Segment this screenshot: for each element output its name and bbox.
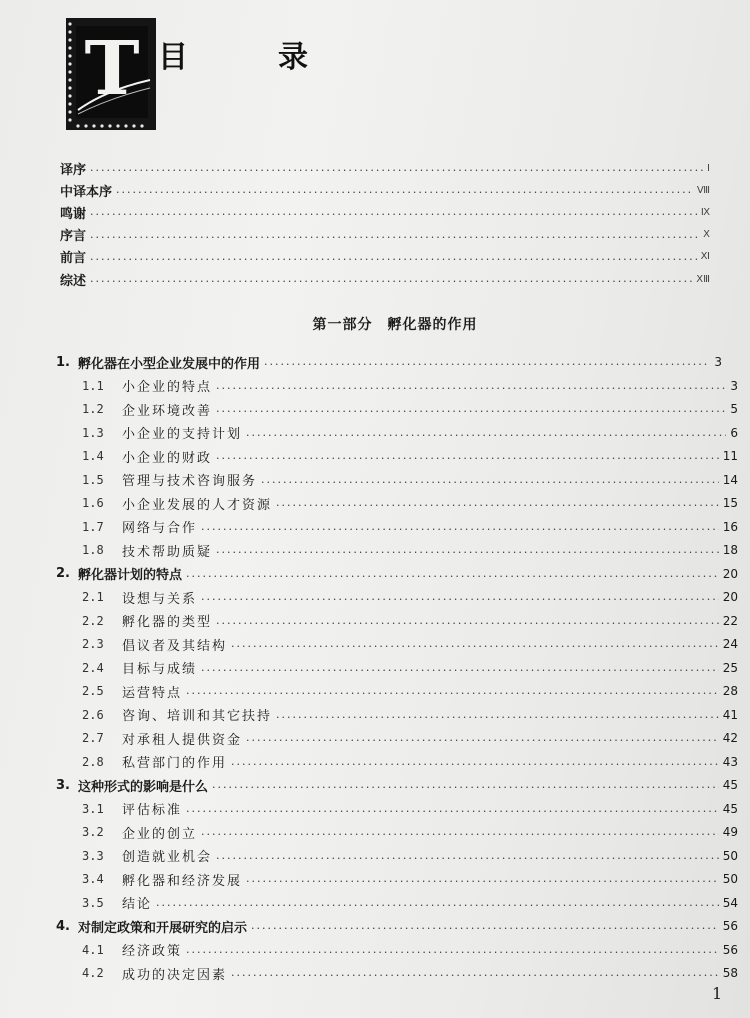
entry-title: 运营特点 [122, 685, 183, 701]
entry-title: 鸣谢 [60, 206, 87, 222]
dot-leader [276, 496, 719, 510]
entry-number: 1.8 [82, 543, 104, 557]
toc-entry [82, 634, 738, 654]
entry-page: 28 [722, 684, 738, 698]
entry-page: 5 [730, 402, 738, 416]
toc-entry [82, 893, 738, 913]
entry-title: 小企业的支持计划 [122, 427, 243, 442]
entry-number: 2. [56, 566, 70, 581]
toc-entry [82, 963, 738, 983]
entry-title: 综述 [60, 273, 87, 289]
toc-entry [82, 681, 738, 701]
entry-page: 22 [722, 613, 738, 628]
dot-leader [201, 661, 719, 675]
dot-leader [251, 919, 719, 933]
toc-entry [82, 822, 738, 842]
logo-letter: T [84, 26, 140, 112]
entry-page: Ⅷ [696, 184, 710, 196]
entry-title: 经济政策 [122, 944, 183, 959]
entry-page: 15 [722, 496, 738, 510]
entry-number: 3.4 [82, 872, 104, 886]
entry-page: 11 [722, 449, 738, 463]
toc-entry [60, 202, 710, 222]
dot-leader [201, 590, 719, 604]
entry-title: 孵化器在小型企业发展中的作用 [78, 356, 261, 372]
entry-title: 私营部门的作用 [122, 756, 228, 771]
entry-page: ⅩⅢ [696, 273, 710, 285]
toc-entry [60, 158, 710, 178]
entry-title: 前言 [60, 251, 87, 267]
entry-title: 设想与关系 [122, 591, 198, 607]
toc-logo-emblem [66, 18, 156, 130]
entry-number: 2.5 [82, 684, 104, 698]
toc-entry [60, 247, 710, 267]
entry-number: 2.4 [82, 660, 104, 675]
dot-leader [264, 355, 710, 369]
entry-number: 1.6 [82, 496, 104, 510]
toc-entry [82, 399, 738, 419]
toc-entry [82, 493, 738, 513]
entry-page: 50 [722, 872, 738, 886]
entry-title: 目标与成绩 [122, 662, 198, 677]
entry-title: 倡议者及其结构 [122, 638, 228, 654]
dot-leader [216, 614, 719, 628]
entry-title: 评估标准 [122, 803, 183, 818]
toc-entry [82, 752, 738, 772]
dot-leader [261, 473, 719, 487]
toc-entry [82, 869, 738, 889]
entry-number: 3. [56, 777, 70, 793]
entry-number: 1.5 [82, 472, 104, 487]
dot-leader [201, 825, 719, 839]
dot-leader [246, 426, 726, 440]
entry-title: 孵化器和经济发展 [122, 873, 243, 889]
entry-page: 3 [714, 355, 722, 369]
toc-entry [82, 446, 738, 466]
entry-title: 孵化器的类型 [122, 615, 213, 630]
dot-leader [90, 205, 697, 219]
entry-page: 18 [722, 543, 738, 557]
entry-page: Ⅹ [703, 229, 710, 241]
toc-entry [60, 225, 710, 245]
page-number: 1 [712, 984, 723, 1003]
dot-leader [216, 402, 726, 416]
entry-number: 3.3 [82, 848, 104, 863]
entry-title: 咨询、培训和其它扶持 [122, 709, 273, 724]
entry-page: 56 [722, 942, 738, 957]
entry-number: 4. [56, 918, 70, 934]
entry-number: 1.3 [82, 425, 104, 440]
dot-leader [90, 161, 703, 175]
dot-leader [246, 731, 719, 745]
entry-title: 小企业的特点 [122, 380, 213, 395]
dot-leader [186, 802, 719, 816]
entry-page: 56 [722, 919, 738, 933]
entry-title: 小企业发展的人才资源 [122, 497, 273, 513]
entry-page: 24 [722, 637, 738, 651]
entry-page: Ⅺ [700, 251, 710, 263]
entry-page: 3 [730, 378, 738, 393]
entry-page: 42 [722, 731, 738, 745]
entry-number: 2.6 [82, 707, 104, 722]
entry-page: 6 [730, 425, 738, 440]
page-title: 目 录 [158, 40, 338, 75]
entry-page: 49 [722, 825, 738, 839]
dot-leader [186, 684, 719, 698]
dot-leader [90, 228, 699, 242]
dot-leader [231, 637, 719, 651]
entry-page: Ⅸ [700, 206, 710, 218]
toc-entry [82, 423, 738, 443]
entry-page: 58 [722, 966, 738, 980]
entry-page: 50 [722, 848, 738, 863]
toc-entry [56, 916, 738, 936]
toc-entry [82, 540, 738, 560]
dot-leader [212, 778, 719, 792]
entry-title: 对制定政策和开展研究的启示 [78, 920, 248, 936]
entry-title: 序言 [60, 229, 87, 245]
entry-number: 3.1 [82, 801, 104, 816]
dot-leader [276, 708, 719, 722]
toc-entry [60, 180, 710, 200]
entry-page: 54 [722, 895, 738, 910]
toc-entry [82, 517, 738, 537]
entry-title: 企业环境改善 [122, 403, 213, 419]
entry-title: 创造就业机会 [122, 850, 213, 865]
entry-number: 3.2 [82, 825, 104, 839]
dot-leader [90, 250, 697, 264]
dot-leader [116, 183, 693, 197]
entry-number: 1. [56, 354, 70, 370]
entry-number: 1.1 [82, 378, 104, 393]
entry-page: 45 [722, 801, 738, 816]
dot-leader [201, 520, 719, 534]
entry-title: 技术帮助质疑 [122, 544, 213, 560]
entry-page: 20 [722, 590, 738, 604]
dot-leader [216, 449, 719, 463]
entry-title: 小企业的财政 [122, 450, 213, 466]
dot-leader [216, 379, 726, 393]
entry-title: 管理与技术咨询服务 [122, 474, 258, 489]
entry-title: 这种形式的影响是什么 [78, 779, 209, 795]
dot-leader [186, 567, 719, 581]
entry-number: 2.7 [82, 731, 104, 745]
entry-title: 中译本序 [60, 184, 113, 200]
part-title: 第一部分 孵化器的作用 [312, 317, 478, 333]
entry-page: 20 [722, 566, 738, 581]
dot-leader [156, 896, 719, 910]
toc-entry [82, 587, 738, 607]
entry-number: 2.8 [82, 754, 104, 769]
toc-entry [82, 846, 738, 866]
entry-title: 企业的创立 [122, 826, 198, 842]
entry-title: 成功的决定因素 [122, 967, 228, 983]
entry-page: 45 [722, 778, 738, 792]
toc-entry [82, 705, 738, 725]
entry-page: 25 [722, 660, 738, 675]
toc-entry [60, 269, 710, 289]
entry-title: 孵化器计划的特点 [78, 568, 183, 583]
toc-entry [82, 799, 738, 819]
toc-entry [82, 470, 738, 490]
entry-number: 4.2 [82, 966, 104, 980]
dot-leader [216, 849, 719, 863]
toc-entry [56, 564, 738, 584]
entry-number: 1.7 [82, 519, 104, 534]
entry-title: 网络与合作 [122, 521, 198, 536]
toc-entry [82, 728, 738, 748]
toc-entry [82, 940, 738, 960]
entry-title: 译序 [60, 162, 87, 178]
toc-entry [82, 658, 738, 678]
entry-number: 1.2 [82, 402, 104, 416]
dot-leader [216, 543, 719, 557]
entry-number: 1.4 [82, 449, 104, 463]
entry-title: 结论 [122, 897, 153, 912]
entry-page: 14 [722, 472, 738, 487]
dot-leader [90, 272, 692, 286]
entry-number: 4.1 [82, 942, 104, 957]
entry-page: Ⅰ [707, 162, 710, 174]
toc-entry [82, 376, 738, 396]
dot-leader [231, 755, 719, 769]
entry-number: 2.3 [82, 637, 104, 651]
entry-page: 16 [722, 519, 738, 534]
entry-page: 43 [722, 754, 738, 769]
entry-title: 对承租人提供资金 [122, 732, 243, 748]
entry-page: 41 [722, 707, 738, 722]
entry-number: 2.1 [82, 590, 104, 604]
toc-entry [56, 352, 722, 372]
toc-entry [82, 611, 738, 631]
dot-leader [246, 872, 719, 886]
entry-number: 2.2 [82, 613, 104, 628]
dot-leader [231, 966, 719, 980]
dot-leader [186, 943, 719, 957]
entry-number: 3.5 [82, 895, 104, 910]
toc-entry [56, 775, 738, 795]
